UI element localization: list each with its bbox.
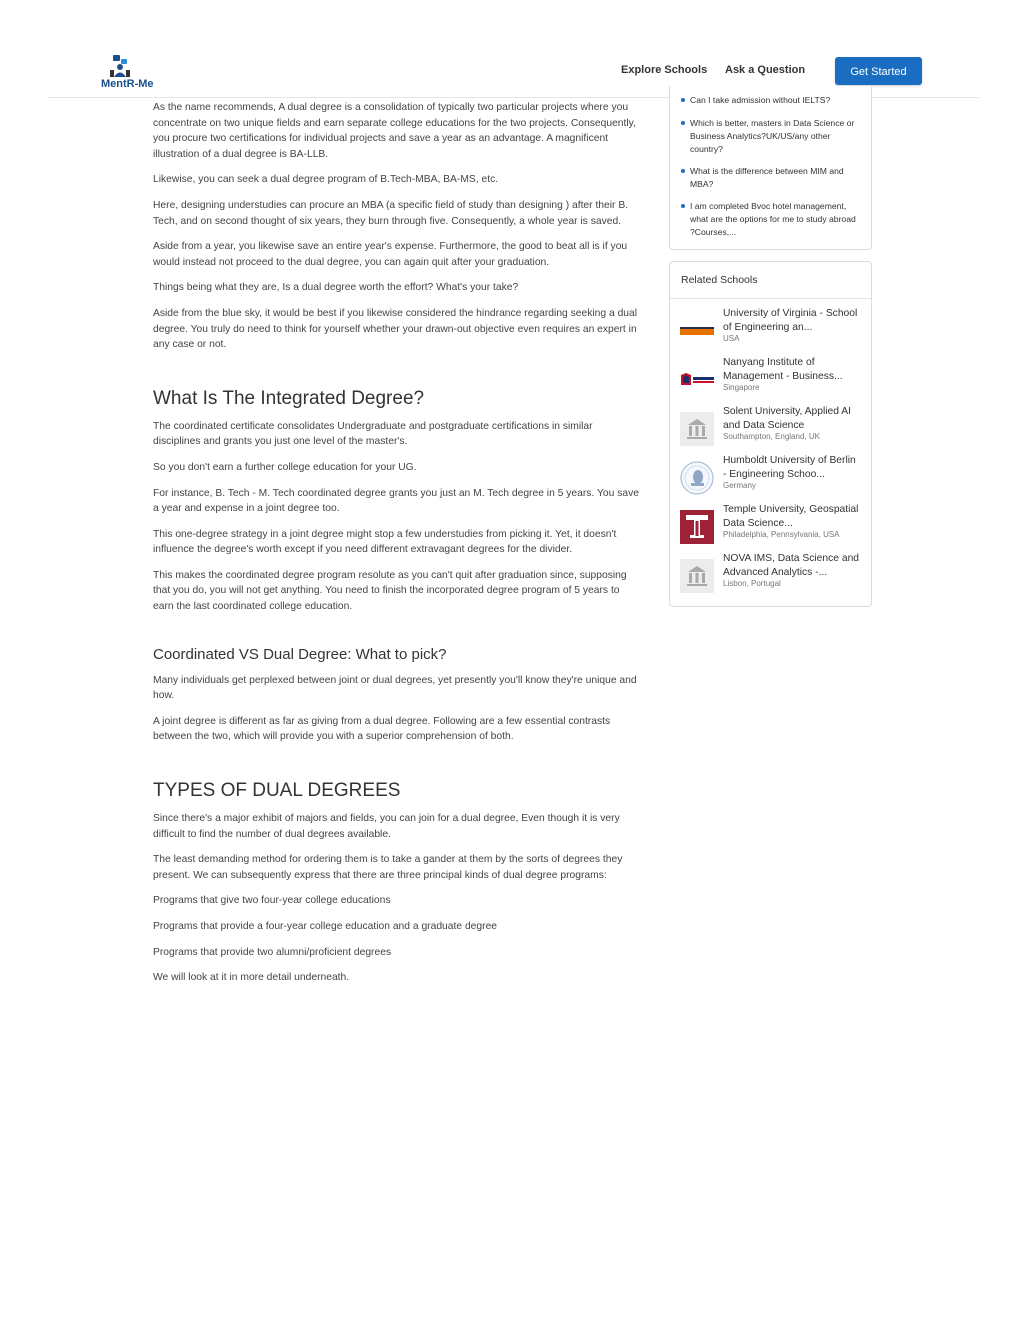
nanyang-logo-icon — [680, 363, 714, 397]
article-paragraph: This one-degree strategy in a joint degree might stop a few understudies from picking it. Yet, it doesn't influence the degree's worth except if you need different extravagant degrees for the divider. — [153, 528, 617, 556]
related-schools-card — [669, 261, 872, 607]
temple-logo-icon — [680, 510, 714, 544]
article-paragraph: So you don't earn a further college education for your UG. — [153, 461, 417, 473]
related-schools-title: Related Schools — [670, 262, 871, 299]
article-paragraph: The coordinated certificate consolidates Undergraduate and postgraduate certifications in similar disciplines and grants you just one level of the master's. — [153, 420, 593, 448]
article-paragraph: Here, designing understudies can procure an MBA (a specific field of study than designing ) after their B. Tech, and on second thought of six years, they burn through five. Consequently, a whole year is saved. — [153, 199, 629, 227]
building-icon — [680, 559, 714, 593]
article-paragraph: We will look at it in more detail underneath. — [153, 972, 350, 984]
section-heading: What Is The Integrated Degree? — [153, 387, 425, 409]
school-item[interactable] — [680, 307, 866, 351]
school-location: Lisbon, Portugal — [723, 579, 781, 588]
school-item[interactable] — [680, 552, 866, 596]
school-name: Humboldt University of Berlin - Engineering Schoo... — [723, 455, 856, 480]
section-heading: Coordinated VS Dual Degree: What to pick? — [153, 645, 447, 663]
article-paragraph: Likewise, you can seek a dual degree program of B.Tech-MBA, BA-MS, etc. — [153, 174, 499, 186]
school-name: Solent University, Applied AI and Data Science — [723, 406, 852, 431]
school-name: NOVA IMS, Data Science and Advanced Analytics -... — [723, 553, 860, 578]
article-paragraph: This makes the coordinated degree program resolute as you can't quit after graduation since, supposing that you do, you will not get anything. You need to finish the incorporated degree program of 5 years to earn the last coordinated college education. — [153, 569, 627, 613]
mentr-me-logo-mark — [109, 55, 131, 79]
article-paragraph: Things being what they are, Is a dual degree worth the effort? What's your take? — [153, 282, 519, 294]
bullet-icon — [681, 98, 685, 102]
school-name: University of Virginia - School of Engineering an... — [723, 308, 858, 333]
article-paragraph: Aside from a year, you likewise save an entire year's expense. Furthermore, the good to beat all is if you would instead not proceed to the dual degree, you can again quit after your graduation. — [153, 241, 628, 268]
school-location: Singapore — [723, 383, 760, 392]
article-paragraph: Many individuals get perplexed between joint or dual degrees, yet presently you'll know they're unique and how. — [153, 674, 637, 702]
bullet-icon — [681, 169, 685, 173]
school-item[interactable] — [680, 454, 866, 498]
school-name: Nanyang Institute of Management - Business... — [723, 357, 843, 382]
question-text: I am completed Bvoc hotel management, what are the options for me to study abroad ?Courses,... — [690, 201, 856, 237]
nav-ask-question[interactable]: Ask a Question — [725, 64, 806, 76]
question-link[interactable] — [690, 200, 862, 238]
mentr-me-logo[interactable] — [101, 55, 161, 91]
bullet-icon — [681, 121, 685, 125]
bullet-icon — [681, 204, 685, 208]
article-paragraph: Programs that provide a four-year college education and a graduate degree — [153, 921, 498, 932]
article-paragraph: As the name recommends, A dual degree is a consolidation of typically two particular projects where you concentrate on two unique fields and earn separate college educations for the two projects. Consequently, you procure two certifications for individual projects and save a year as an advantage. A magnificent illustration of a dual degree is BA-LLB. — [153, 102, 636, 160]
get-started-button[interactable]: Get Started — [835, 57, 922, 85]
article-paragraph: Programs that give two four-year college educations — [153, 895, 391, 907]
article-paragraph: Aside from the blue sky, it would be best if you likewise considered the hindrance regarding seeking a dual degree. You truly do need to think for yourself whether your drawn-out objective even requires an expert in any case or not. — [153, 307, 638, 351]
school-name: Temple University, Geospatial Data Science... — [723, 504, 859, 529]
school-location: Germany — [723, 481, 756, 490]
related-questions-card — [669, 86, 872, 250]
article-paragraph: A joint degree is different as far as giving from a dual degree. Following are a few essential contrasts between the two, which will provide you with a superior comprehension of both. — [153, 715, 611, 743]
question-text: Which is better, masters in Data Science or Business Analytics?UK/US/any other country? — [690, 118, 855, 154]
question-link[interactable] — [690, 165, 862, 191]
building-icon — [680, 412, 714, 446]
school-location: Southampton, England, UK — [723, 432, 820, 441]
uva-logo-icon — [680, 314, 714, 348]
article-paragraph: Programs that provide two alumni/proficient degrees — [153, 946, 392, 958]
nav-explore-schools[interactable]: Explore Schools — [621, 64, 708, 76]
school-location: Philadelphia, Pennsylvania, USA — [723, 530, 840, 539]
question-link[interactable] — [690, 94, 862, 107]
article-body — [153, 100, 641, 996]
logo-text: MentR-Me — [101, 78, 154, 90]
school-item[interactable] — [680, 356, 866, 400]
article-paragraph: For instance, B. Tech - M. Tech coordinated degree grants you just an M. Tech degree in 5 years. You save a year and expense in a joint degree too. — [153, 487, 639, 515]
school-location: USA — [723, 334, 740, 343]
question-text: What is the difference between MIM and MBA? — [690, 166, 844, 189]
school-item[interactable] — [680, 503, 866, 547]
question-link[interactable] — [690, 117, 862, 155]
article-paragraph: The least demanding method for ordering them is to take a gander at them by the sorts of degrees they present. We can subsequently express that there are three principal kinds of dual degree programs: — [153, 854, 623, 881]
section-heading: TYPES OF DUAL DEGREES — [153, 780, 401, 802]
humboldt-seal-icon — [680, 461, 714, 495]
question-text: Can I take admission without IELTS? — [690, 95, 831, 105]
school-item[interactable] — [680, 405, 866, 449]
article-paragraph: Since there's a major exhibit of majors and fields, you can join for a dual degree, Even though it is very difficult to find the number of dual degrees available. — [153, 813, 620, 840]
